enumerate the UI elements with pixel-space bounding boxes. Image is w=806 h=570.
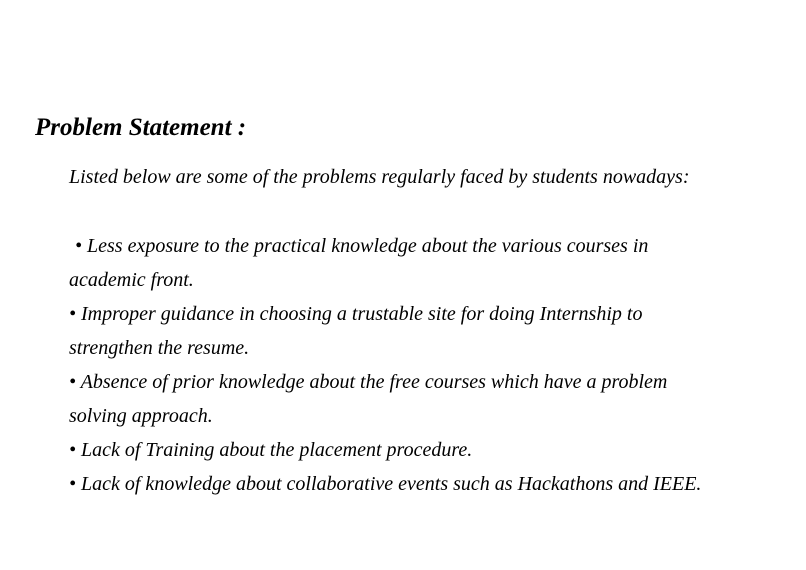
list-item-continuation: solving approach. <box>69 405 213 427</box>
list-item <box>69 297 789 365</box>
list-item-line: • Absence of prior knowledge about the free courses which have a problem <box>69 371 668 393</box>
problem-statement-heading: Problem Statement : <box>35 114 247 141</box>
list-item-continuation: academic front. <box>69 269 194 291</box>
list-item <box>69 365 789 433</box>
intro-text: Listed below are some of the problems regularly faced by students nowadays: <box>69 166 690 188</box>
list-item <box>69 467 789 501</box>
list-item <box>69 229 789 297</box>
list-item-continuation: strengthen the resume. <box>69 337 250 359</box>
list-item-line: • Less exposure to the practical knowledge about the various courses in <box>75 235 649 257</box>
list-item-line: • Lack of Training about the placement procedure. <box>69 439 473 461</box>
problem-list <box>69 229 789 501</box>
list-item-line: • Improper guidance in choosing a trustable site for doing Internship to <box>69 303 643 325</box>
list-item-line: • Lack of knowledge about collaborative events such as Hackathons and IEEE. <box>69 473 702 495</box>
list-item <box>69 433 789 467</box>
